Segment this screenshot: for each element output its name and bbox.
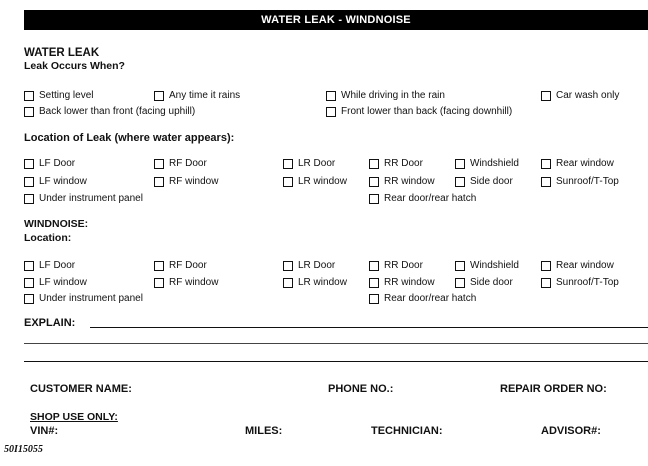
checkbox-icon (541, 261, 551, 271)
checkbox-icon (455, 261, 465, 271)
noise-sunroof[interactable]: Sunroof/T-Top (541, 277, 619, 288)
checkbox-icon (24, 91, 34, 101)
checkbox-icon (541, 159, 551, 169)
checkbox-icon (369, 261, 379, 271)
leak-sunroof[interactable]: Sunroof/T-Top (541, 176, 619, 187)
noise-rr-window[interactable]: RR window (369, 277, 435, 288)
leak-rf-door[interactable]: RF Door (154, 158, 207, 169)
checkbox-back-lower[interactable]: Back lower than front (facing uphill) (24, 106, 195, 117)
checkbox-icon (24, 159, 34, 169)
checkbox-icon (283, 278, 293, 288)
checkbox-icon (455, 159, 465, 169)
checkbox-icon (154, 278, 164, 288)
checkbox-icon (455, 278, 465, 288)
explain-line-3[interactable] (24, 361, 648, 362)
leak-lf-door[interactable]: LF Door (24, 158, 75, 169)
noise-lr-window[interactable]: LR window (283, 277, 347, 288)
leak-lr-door[interactable]: LR Door (283, 158, 335, 169)
leak-lf-window[interactable]: LF window (24, 176, 87, 187)
checkbox-icon (326, 107, 336, 117)
checkbox-icon (369, 278, 379, 288)
shop-use-title: SHOP USE ONLY: (30, 411, 118, 423)
checkbox-icon (24, 107, 34, 117)
checkbox-icon (326, 91, 336, 101)
checkbox-icon (283, 177, 293, 187)
technician-label: TECHNICIAN: (371, 425, 443, 437)
checkbox-icon (455, 177, 465, 187)
noise-rear-hatch[interactable]: Rear door/rear hatch (369, 293, 476, 304)
noise-under-panel[interactable]: Under instrument panel (24, 293, 143, 304)
explain-line-2[interactable] (24, 343, 648, 344)
leak-rr-window[interactable]: RR window (369, 176, 435, 187)
figure-code: 50I15055 (4, 444, 43, 455)
noise-rear-window[interactable]: Rear window (541, 260, 614, 271)
miles-label: MILES: (245, 425, 283, 437)
leak-windshield[interactable]: Windshield (455, 158, 519, 169)
checkbox-icon (541, 177, 551, 187)
checkbox-icon (24, 294, 34, 304)
noise-side-door[interactable]: Side door (455, 277, 513, 288)
explain-label: EXPLAIN: (24, 317, 76, 329)
leak-rear-window[interactable]: Rear window (541, 158, 614, 169)
noise-windshield[interactable]: Windshield (455, 260, 519, 271)
leak-occurs-subtitle: Leak Occurs When? (24, 60, 125, 72)
leak-side-door[interactable]: Side door (455, 176, 513, 187)
checkbox-car-wash-only[interactable]: Car wash only (541, 90, 619, 101)
checkbox-icon (24, 261, 34, 271)
repair-order-label: REPAIR ORDER NO: (500, 383, 607, 395)
leak-rr-door[interactable]: RR Door (369, 158, 423, 169)
checkbox-icon (154, 91, 164, 101)
checkbox-icon (369, 177, 379, 187)
checkbox-icon (541, 91, 551, 101)
checkbox-setting-level[interactable]: Setting level (24, 90, 93, 101)
customer-name-label: CUSTOMER NAME: (30, 383, 132, 395)
windnoise-location-subtitle: Location: (24, 232, 72, 244)
leak-location-title: Location of Leak (where water appears): (24, 132, 235, 144)
checkbox-icon (283, 159, 293, 169)
checkbox-icon (154, 177, 164, 187)
checkbox-icon (154, 159, 164, 169)
checkbox-front-lower[interactable]: Front lower than back (facing downhill) (326, 106, 512, 117)
vin-label: VIN#: (30, 425, 59, 437)
checkbox-icon (283, 261, 293, 271)
windnoise-title: WINDNOISE: (24, 218, 89, 230)
noise-rf-window[interactable]: RF window (154, 277, 218, 288)
noise-rr-door[interactable]: RR Door (369, 260, 423, 271)
noise-lf-door[interactable]: LF Door (24, 260, 75, 271)
checkbox-icon (541, 278, 551, 288)
water-leak-title: WATER LEAK (24, 47, 100, 59)
phone-number-label: PHONE NO.: (328, 383, 394, 395)
checkbox-icon (369, 294, 379, 304)
leak-lr-window[interactable]: LR window (283, 176, 347, 187)
checkbox-icon (369, 194, 379, 204)
form-header: WATER LEAK - WINDNOISE (24, 10, 648, 30)
advisor-label: ADVISOR#: (541, 425, 601, 437)
explain-line-1[interactable] (90, 327, 648, 328)
checkbox-icon (24, 278, 34, 288)
noise-lf-window[interactable]: LF window (24, 277, 87, 288)
checkbox-icon (24, 177, 34, 187)
leak-rear-hatch[interactable]: Rear door/rear hatch (369, 193, 476, 204)
checkbox-icon (369, 159, 379, 169)
checkbox-icon (24, 194, 34, 204)
leak-rf-window[interactable]: RF window (154, 176, 218, 187)
noise-rf-door[interactable]: RF Door (154, 260, 207, 271)
leak-under-panel[interactable]: Under instrument panel (24, 193, 143, 204)
checkbox-icon (154, 261, 164, 271)
checkbox-driving-in-rain[interactable]: While driving in the rain (326, 90, 445, 101)
noise-lr-door[interactable]: LR Door (283, 260, 335, 271)
checkbox-any-time-rains[interactable]: Any time it rains (154, 90, 240, 101)
